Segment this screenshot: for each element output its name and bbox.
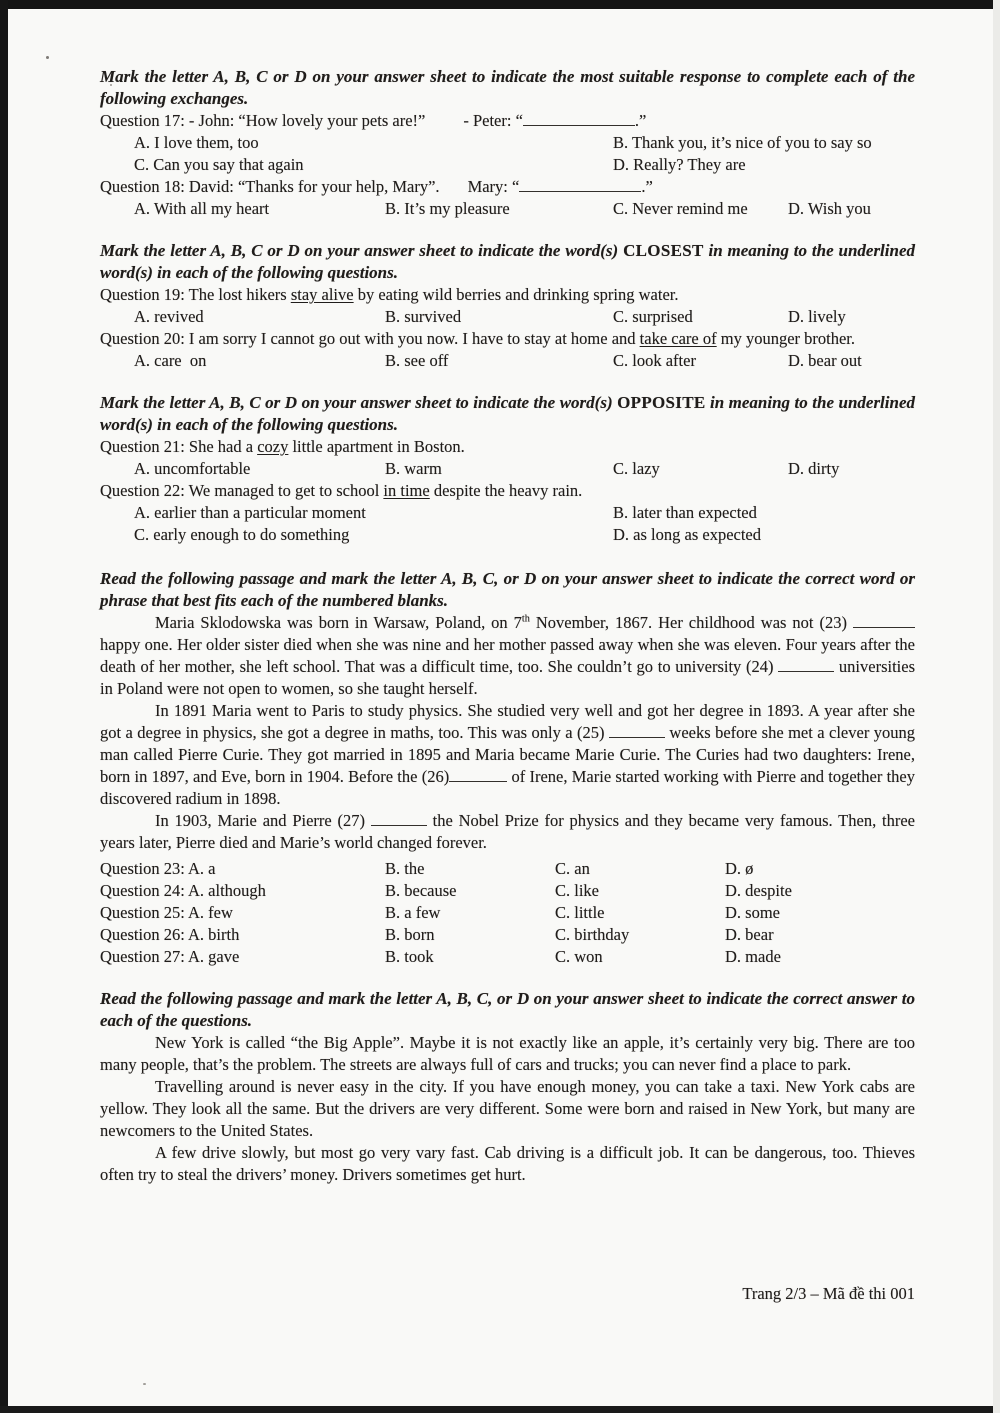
question-18-options-d: D. Wish you: [788, 199, 871, 218]
question-19-options: [100, 306, 915, 328]
text-segment: Travelling around is never easy in the city. If you have enough money, you can take a taxi. New York cabs are yellow. They look all the same. But the drivers are very different. Some were born and raised in New York, but many are newcomers to the United States.: [100, 1077, 915, 1140]
text-segment: - Peter: “: [463, 111, 523, 130]
question-21-options-b: B. warm: [385, 459, 442, 478]
question-26-options-b: B. born: [385, 925, 435, 944]
text-segment: New York is called “the Big Apple”. Maybe it is not exactly like an apple, it’s certainly very big. There are too many people, that’s the problem. The streets are always full of cars and trucks; you can never find a place to park.: [100, 1033, 915, 1074]
text-segment: Question 22: We managed to get to school: [100, 481, 384, 500]
instruction-reading: [100, 988, 915, 1032]
section-gap-4: [100, 968, 915, 988]
question-21-options-a: A. uncomfortable: [134, 459, 251, 478]
scan-speck: [46, 56, 49, 59]
question-17-options-row-2-a: C. Can you say that again: [134, 155, 304, 174]
reading-paragraph-2: [100, 1076, 915, 1142]
question-20: [100, 328, 915, 350]
question-17: [100, 110, 915, 132]
question-17-options-row-1-b: B. Thank you, it’s nice of you to say so: [613, 133, 872, 152]
question-22-options-row-1-a: A. earlier than a particular moment: [134, 503, 366, 522]
question-24-options-a: Question 24: A. although: [100, 881, 266, 900]
cloze-paragraph-3: [100, 810, 915, 854]
question-22-options-row-1-b: B. later than expected: [613, 503, 757, 522]
text-segment: November, 1867. Her childhood was not (23): [529, 613, 853, 632]
blank-line: [853, 614, 915, 628]
question-23-options-c: C. an: [555, 859, 590, 878]
question-26-options-d: D. bear: [725, 925, 774, 944]
page-footer: Trang 2/3 – Mã đề thi 001: [742, 1284, 915, 1303]
instruction-opposite: [100, 392, 915, 436]
scan-edge-right: [993, 0, 1000, 1413]
question-27-options: [100, 946, 915, 968]
question-20-options: [100, 350, 915, 372]
text-segment: Question 18: David: “Thanks for your help, Mary”.: [100, 177, 440, 196]
question-25-options-d: D. some: [725, 903, 780, 922]
text-segment: little apartment in Boston.: [288, 437, 465, 456]
text-segment: Mary: “: [467, 177, 520, 196]
text-segment: Read the following passage and mark the letter A, B, C, or D on your answer sheet to indicate the correct word or phrase that best fits each of the numbered blanks.: [100, 569, 915, 610]
question-21-options: [100, 458, 915, 480]
text-segment: of Irene, Marie started working with Pierre and together they discovered radium in 1898.: [100, 767, 915, 808]
question-18: [100, 176, 915, 198]
instruction-exchanges: [100, 66, 915, 110]
section-gap-1: [100, 220, 915, 240]
question-26-options: [100, 924, 915, 946]
question-19-options-c: C. surprised: [613, 307, 693, 326]
question-18-options: [100, 198, 915, 220]
text-segment: In 1903, Marie and Pierre (27): [155, 811, 371, 830]
question-20-options-c: C. look after: [613, 351, 696, 370]
question-22-options-row-2-b: D. as long as expected: [613, 525, 761, 544]
question-24-options-b: B. because: [385, 881, 457, 900]
text-segment: weeks before she met a clever young man called Pierre Curie. They got married in 1895 and Maria became Marie Curie. The Curies had two daughters: Irene, born in 1897, and Eve, born in 1904. Before the (26): [100, 723, 916, 786]
question-25-options-b: B. a few: [385, 903, 441, 922]
emphasis-term: CLOSEST: [623, 241, 704, 260]
text-segment: happy one. Her older sister died when she was nine and her mother passed away when she was eleven. Four years after the death of her mother, she left school. That was a difficult time, too. She couldn’t go to university (24): [100, 635, 915, 676]
underlined-term: in time: [383, 481, 430, 500]
question-20-options-b: B. see off: [385, 351, 449, 370]
question-21-options-c: C. lazy: [613, 459, 660, 478]
question-26-options-a: Question 26: A. birth: [100, 925, 240, 944]
question-22-options-row-2: [100, 524, 915, 546]
emphasis-term: OPPOSITE: [617, 393, 706, 412]
blank-line: [778, 658, 834, 672]
underlined-term: take care of: [639, 329, 717, 348]
question-19: [100, 284, 915, 306]
text-segment: Question 21: She had a: [100, 437, 258, 456]
text-segment: despite the heavy rain.: [429, 481, 583, 500]
cloze-paragraph-1: [100, 612, 915, 700]
text-segment: Read the following passage and mark the letter A, B, C, or D on your answer sheet to indicate the correct answer to each of the questions.: [100, 989, 915, 1030]
text-segment: .”: [634, 111, 647, 130]
text-segment: the Nobel Prize for physics and they became very famous. Then, three years later, Pierre died and Marie’s world changed forever.: [100, 811, 915, 852]
question-22-options-row-1: [100, 502, 915, 524]
text-segment: .”: [641, 177, 653, 196]
text-segment: Question 20: I am sorry I cannot go out with you now. I have to stay at home and: [100, 329, 640, 348]
section-gap-2: [100, 372, 915, 392]
question-25-options-c: C. little: [555, 903, 605, 922]
text-segment: in meaning to the underlined word(s) in each of the following questions.: [100, 241, 916, 282]
question-18-options-c: C. Never remind me: [613, 199, 748, 218]
underlined-term: stay alive: [290, 285, 354, 304]
text-segment: my younger brother.: [716, 329, 856, 348]
question-24-options-c: C. like: [555, 881, 599, 900]
question-25-options: [100, 902, 915, 924]
question-26-options-c: C. birthday: [555, 925, 630, 944]
question-20-options-d: D. bear out: [788, 351, 862, 370]
cloze-paragraph-2: [100, 700, 915, 810]
question-22: [100, 480, 915, 502]
text-segment: In 1891 Maria went to Paris to study physics. She studied very well and got her degree in 1893. A year after she got a degree in physics, she got a degree in maths, too. This was only a (25): [100, 701, 915, 742]
question-27-options-c: C. won: [555, 947, 603, 966]
question-24-options-d: D. despite: [725, 881, 792, 900]
question-17-options-row-1: [100, 132, 915, 154]
reading-paragraph-1: [100, 1032, 915, 1076]
text-segment: universities in Poland were not open to women, so she taught herself.: [100, 657, 915, 698]
question-23-options-d: D. ø: [725, 859, 754, 878]
scan-edge-bottom: [0, 1406, 1000, 1413]
text-segment: by eating wild berries and drinking spring water.: [353, 285, 679, 304]
document-content: [100, 66, 915, 1186]
question-17-options-row-2-b: D. Really? They are: [613, 155, 746, 174]
question-18-options-a: A. With all my heart: [134, 199, 270, 218]
instruction-cloze: [100, 568, 915, 612]
question-27-options-d: D. made: [725, 947, 781, 966]
text-segment: Mark the letter A, B, C or D on your answer sheet to indicate the word(s): [100, 241, 624, 260]
question-27-options-a: Question 27: A. gave: [100, 947, 240, 966]
instruction-closest: [100, 240, 915, 284]
underlined-term: cozy: [257, 437, 289, 456]
question-27-options-b: B. took: [385, 947, 434, 966]
text-segment: A few drive slowly, but most go very vary fast. Cab driving is a difficult job. It can be dangerous, too. Thieves often try to steal the drivers’ money. Drivers sometimes get hurt.: [100, 1143, 915, 1184]
superscript: th: [521, 613, 530, 625]
blank-line: [523, 112, 635, 126]
question-21-options-d: D. dirty: [788, 459, 840, 478]
question-22-options-row-2-a: C. early enough to do something: [134, 525, 350, 544]
text-segment: in meaning to the underlined word(s) in each of the following questions.: [100, 393, 915, 434]
scan-speck: [143, 1383, 146, 1385]
question-20-options-a: A. care on: [134, 351, 207, 370]
scan-edge-left: [0, 0, 8, 1413]
question-24-options: [100, 880, 915, 902]
reading-paragraph-3: [100, 1142, 915, 1186]
question-18-options-b: B. It’s my pleasure: [385, 199, 510, 218]
question-17-options-row-1-a: A. I love them, too: [134, 133, 259, 152]
question-25-options-a: Question 25: A. few: [100, 903, 233, 922]
question-21: [100, 436, 915, 458]
question-19-options-b: B. survived: [385, 307, 462, 326]
question-23-options-a: Question 23: A. a: [100, 859, 216, 878]
question-17-options-row-2: [100, 154, 915, 176]
question-23-options-b: B. the: [385, 859, 425, 878]
section-gap-3: [100, 546, 915, 568]
question-23-options: [100, 858, 915, 880]
blank-line: [609, 724, 665, 738]
text-segment: Question 19: The lost hikers: [100, 285, 291, 304]
text-segment: Mark the letter A, B, C or D on your answer sheet to indicate the most suitable response to complete each of the following exchanges.: [100, 67, 915, 108]
text-segment: Question 17: - John: “How lovely your pets are!”: [100, 111, 426, 130]
text-segment: Mark the letter A, B, C or D on your answer sheet to indicate the word(s): [100, 393, 618, 412]
scan-edge-top: [0, 0, 1000, 9]
question-19-options-a: A. revived: [134, 307, 204, 326]
blank-line: [449, 768, 507, 782]
question-19-options-d: D. lively: [788, 307, 846, 326]
blank-line: [519, 178, 641, 192]
text-segment: Maria Sklodowska was born in Warsaw, Poland, on 7: [155, 613, 522, 632]
blank-line: [371, 812, 427, 826]
